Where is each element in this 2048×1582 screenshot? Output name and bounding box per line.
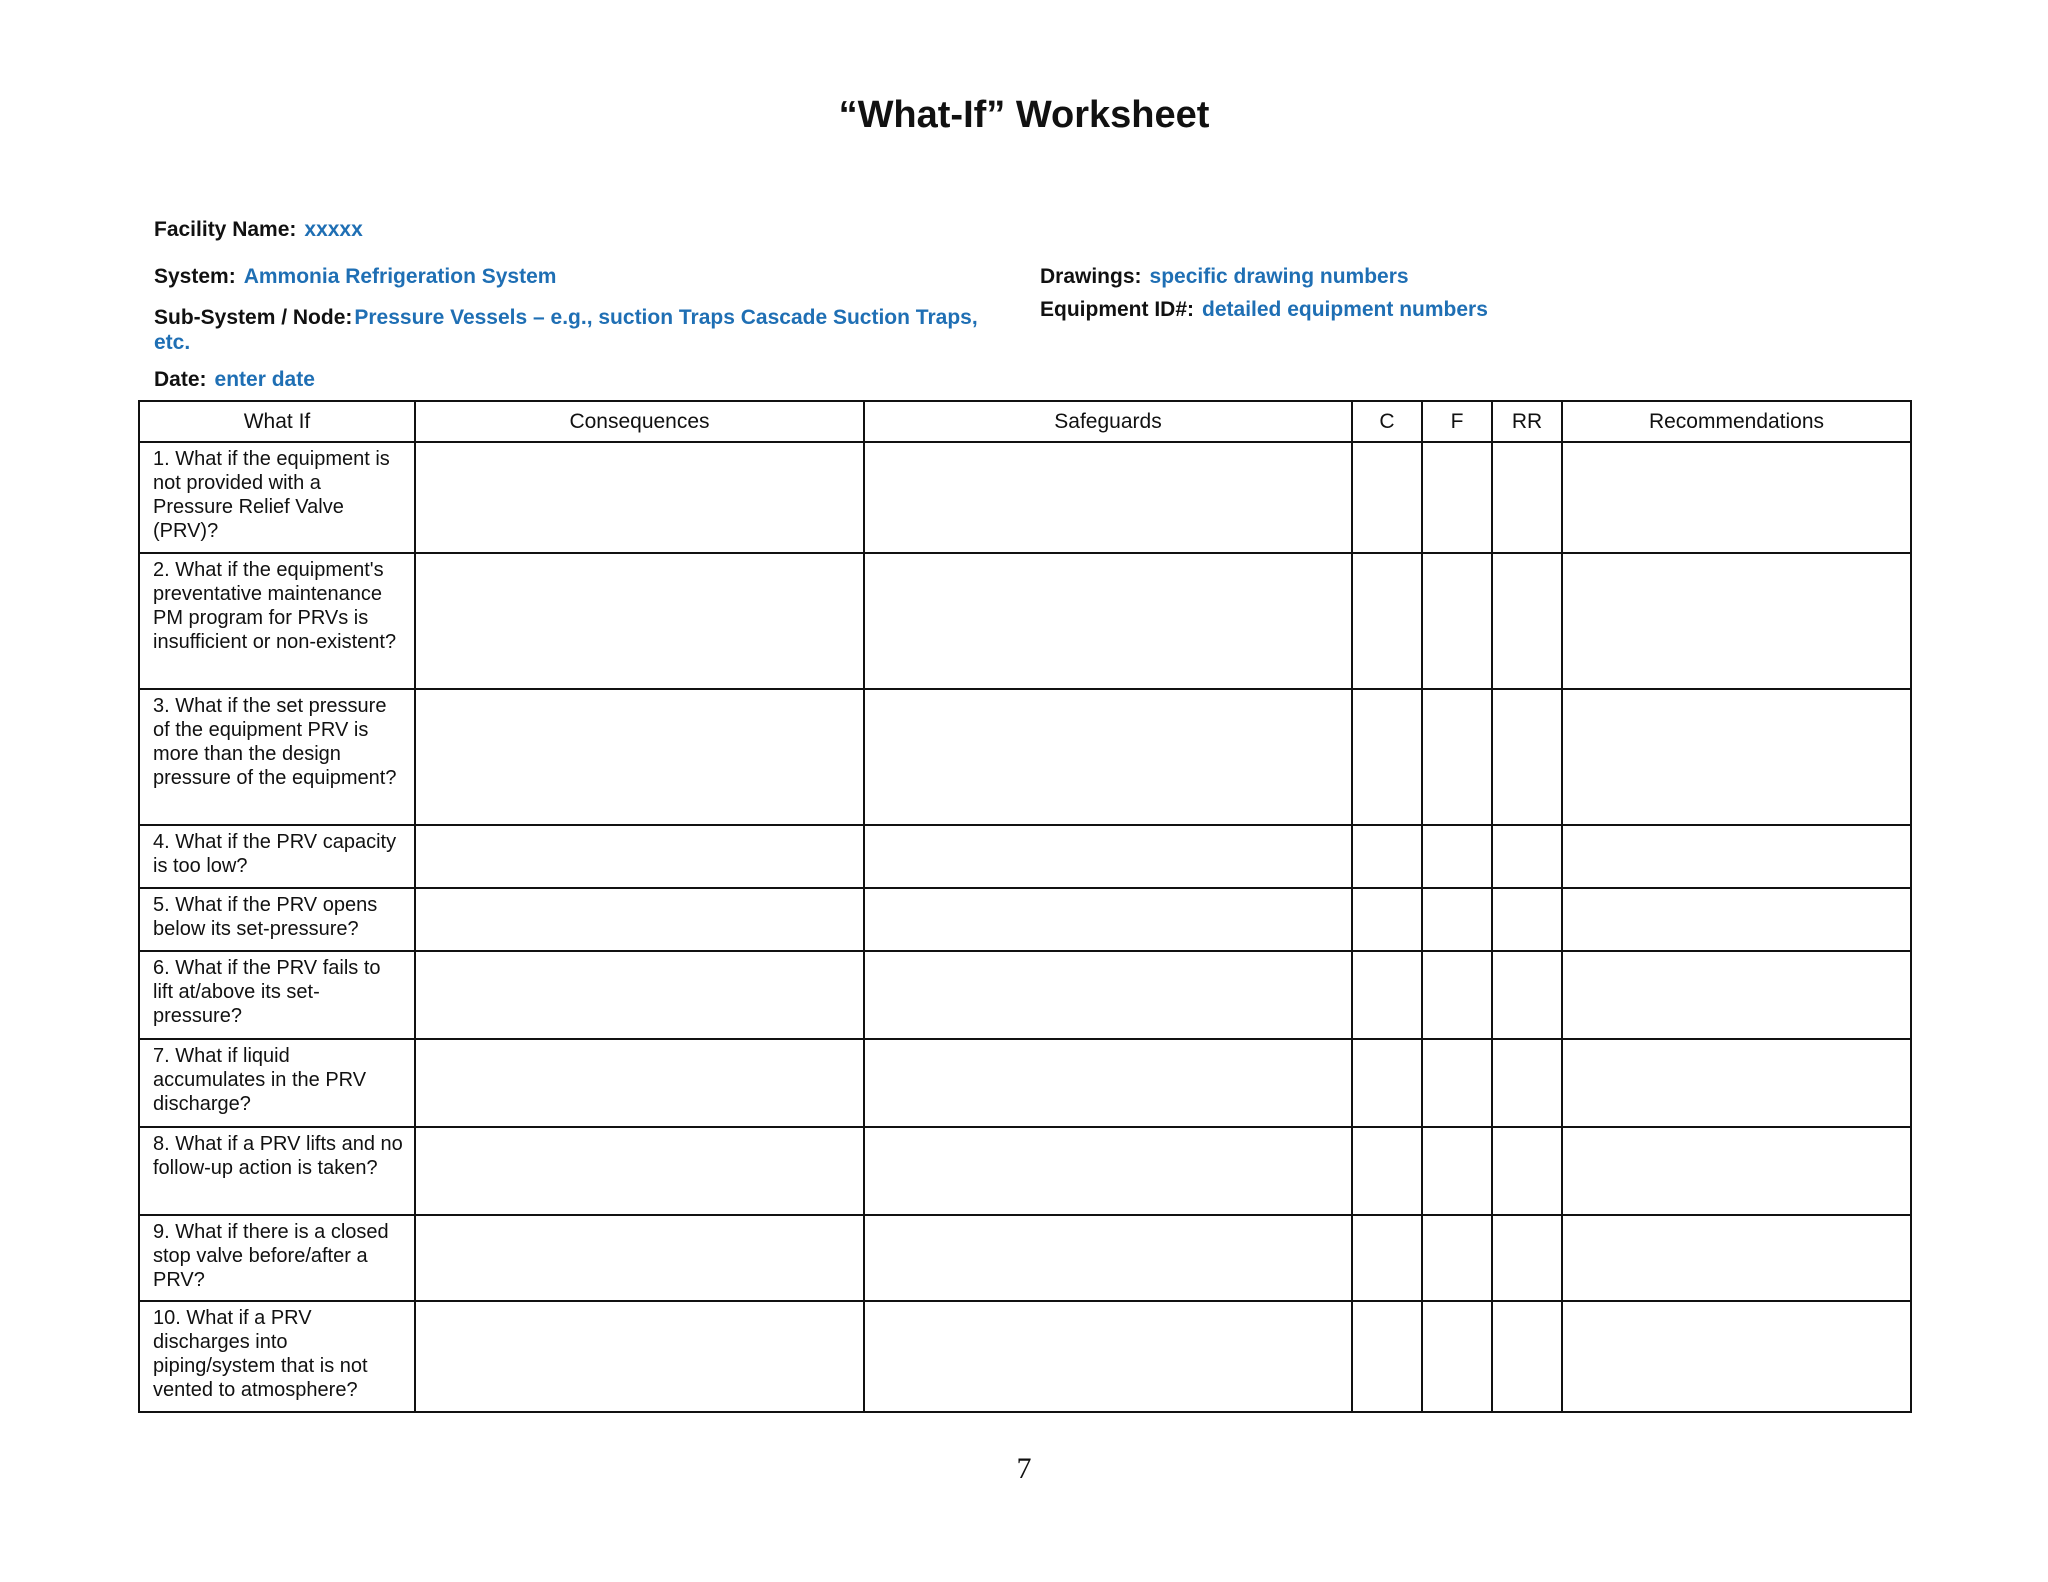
consequences-cell[interactable] [415,951,864,1039]
subsystem-field [154,305,994,355]
facility-name-value: xxxxx [304,218,363,241]
what-if-table [138,400,1912,1413]
rr-cell[interactable] [1492,553,1562,689]
consequences-cell[interactable] [415,825,864,888]
what-if-question: 10. What if a PRV discharges into piping/system that is not vented to atmosphere? [139,1301,415,1412]
recommendations-cell[interactable] [1562,442,1911,553]
f-cell[interactable] [1422,1301,1492,1412]
c-cell[interactable] [1352,1215,1422,1301]
what-if-question: 3. What if the set pressure of the equipment PRV is more than the design pressure of the equipment? [139,689,415,825]
drawings-label: Drawings: [1040,265,1142,288]
f-cell[interactable] [1422,1127,1492,1215]
system-value: Ammonia Refrigeration System [243,265,557,288]
table-row [139,553,1911,689]
rr-cell[interactable] [1492,1215,1562,1301]
recommendations-cell[interactable] [1562,1127,1911,1215]
table-row [139,1301,1911,1412]
consequences-cell[interactable] [415,1127,864,1215]
rr-cell[interactable] [1492,951,1562,1039]
what-if-question: 9. What if there is a closed stop valve before/after a PRV? [139,1215,415,1301]
drawings-value: specific drawing numbers [1149,265,1409,288]
col-header-safeguards: Safeguards [864,401,1352,442]
f-cell[interactable] [1422,825,1492,888]
col-header-recommendations: Recommendations [1562,401,1911,442]
rr-cell[interactable] [1492,1127,1562,1215]
c-cell[interactable] [1352,553,1422,689]
page-number: 7 [1016,1452,1032,1485]
c-cell[interactable] [1352,1039,1422,1127]
date-value: enter date [214,368,315,391]
col-header-f: F [1422,401,1492,442]
rr-cell[interactable] [1492,888,1562,951]
rr-cell[interactable] [1492,1039,1562,1127]
recommendations-cell[interactable] [1562,1039,1911,1127]
what-if-question: 8. What if a PRV lifts and no follow-up action is taken? [139,1127,415,1215]
col-header-consequences: Consequences [415,401,864,442]
rr-cell[interactable] [1492,825,1562,888]
subsystem-label: Sub-System / Node: [154,306,353,329]
safeguards-cell[interactable] [864,1039,1352,1127]
consequences-cell[interactable] [415,888,864,951]
table-row [139,888,1911,951]
c-cell[interactable] [1352,442,1422,553]
subsystem-value: Pressure Vessels – e.g., suction Traps Cascade Suction Traps, etc. [154,306,978,354]
what-if-question: 6. What if the PRV fails to lift at/above its set-pressure? [139,951,415,1039]
safeguards-cell[interactable] [864,442,1352,553]
safeguards-cell[interactable] [864,825,1352,888]
safeguards-cell[interactable] [864,553,1352,689]
consequences-cell[interactable] [415,1215,864,1301]
what-if-question: 4. What if the PRV capacity is too low? [139,825,415,888]
col-header-what-if: What If [139,401,415,442]
recommendations-cell[interactable] [1562,951,1911,1039]
c-cell[interactable] [1352,1301,1422,1412]
consequences-cell[interactable] [415,1039,864,1127]
what-if-question: 2. What if the equipment's preventative maintenance PM program for PRVs is insufficient or non-existent? [139,553,415,689]
safeguards-cell[interactable] [864,888,1352,951]
col-header-rr: RR [1492,401,1562,442]
equipment-id-field [1040,297,1488,322]
f-cell[interactable] [1422,553,1492,689]
safeguards-cell[interactable] [864,951,1352,1039]
date-field [154,367,315,392]
safeguards-cell[interactable] [864,1127,1352,1215]
f-cell[interactable] [1422,442,1492,553]
f-cell[interactable] [1422,888,1492,951]
safeguards-cell[interactable] [864,1215,1352,1301]
c-cell[interactable] [1352,825,1422,888]
table-row [139,1215,1911,1301]
recommendations-cell[interactable] [1562,553,1911,689]
date-label: Date: [154,368,207,391]
c-cell[interactable] [1352,689,1422,825]
consequences-cell[interactable] [415,442,864,553]
recommendations-cell[interactable] [1562,1215,1911,1301]
table-row [139,1127,1911,1215]
table-row [139,951,1911,1039]
equipment-id-value: detailed equipment numbers [1202,298,1488,321]
safeguards-cell[interactable] [864,689,1352,825]
table-row [139,689,1911,825]
recommendations-cell[interactable] [1562,825,1911,888]
recommendations-cell[interactable] [1562,888,1911,951]
system-label: System: [154,265,236,288]
facility-name-field [154,217,363,242]
safeguards-cell[interactable] [864,1301,1352,1412]
table-row [139,442,1911,553]
table-row [139,1039,1911,1127]
f-cell[interactable] [1422,1039,1492,1127]
equipment-id-label: Equipment ID#: [1040,298,1195,321]
f-cell[interactable] [1422,689,1492,825]
f-cell[interactable] [1422,1215,1492,1301]
c-cell[interactable] [1352,888,1422,951]
f-cell[interactable] [1422,951,1492,1039]
facility-name-label: Facility Name: [154,218,297,241]
col-header-c: C [1352,401,1422,442]
drawings-field [1040,264,1409,289]
what-if-question: 7. What if liquid accumulates in the PRV discharge? [139,1039,415,1127]
c-cell[interactable] [1352,951,1422,1039]
c-cell[interactable] [1352,1127,1422,1215]
consequences-cell[interactable] [415,1301,864,1412]
consequences-cell[interactable] [415,553,864,689]
table-header-row [139,401,1911,442]
what-if-question: 5. What if the PRV opens below its set-pressure? [139,888,415,951]
table-row [139,825,1911,888]
rr-cell[interactable] [1492,1301,1562,1412]
rr-cell[interactable] [1492,689,1562,825]
rr-cell[interactable] [1492,442,1562,553]
what-if-question: 1. What if the equipment is not provided with a Pressure Relief Valve (PRV)? [139,442,415,553]
recommendations-cell[interactable] [1562,1301,1911,1412]
consequences-cell[interactable] [415,689,864,825]
page-title: “What-If” Worksheet [838,94,1210,136]
recommendations-cell[interactable] [1562,689,1911,825]
system-field [154,264,556,289]
